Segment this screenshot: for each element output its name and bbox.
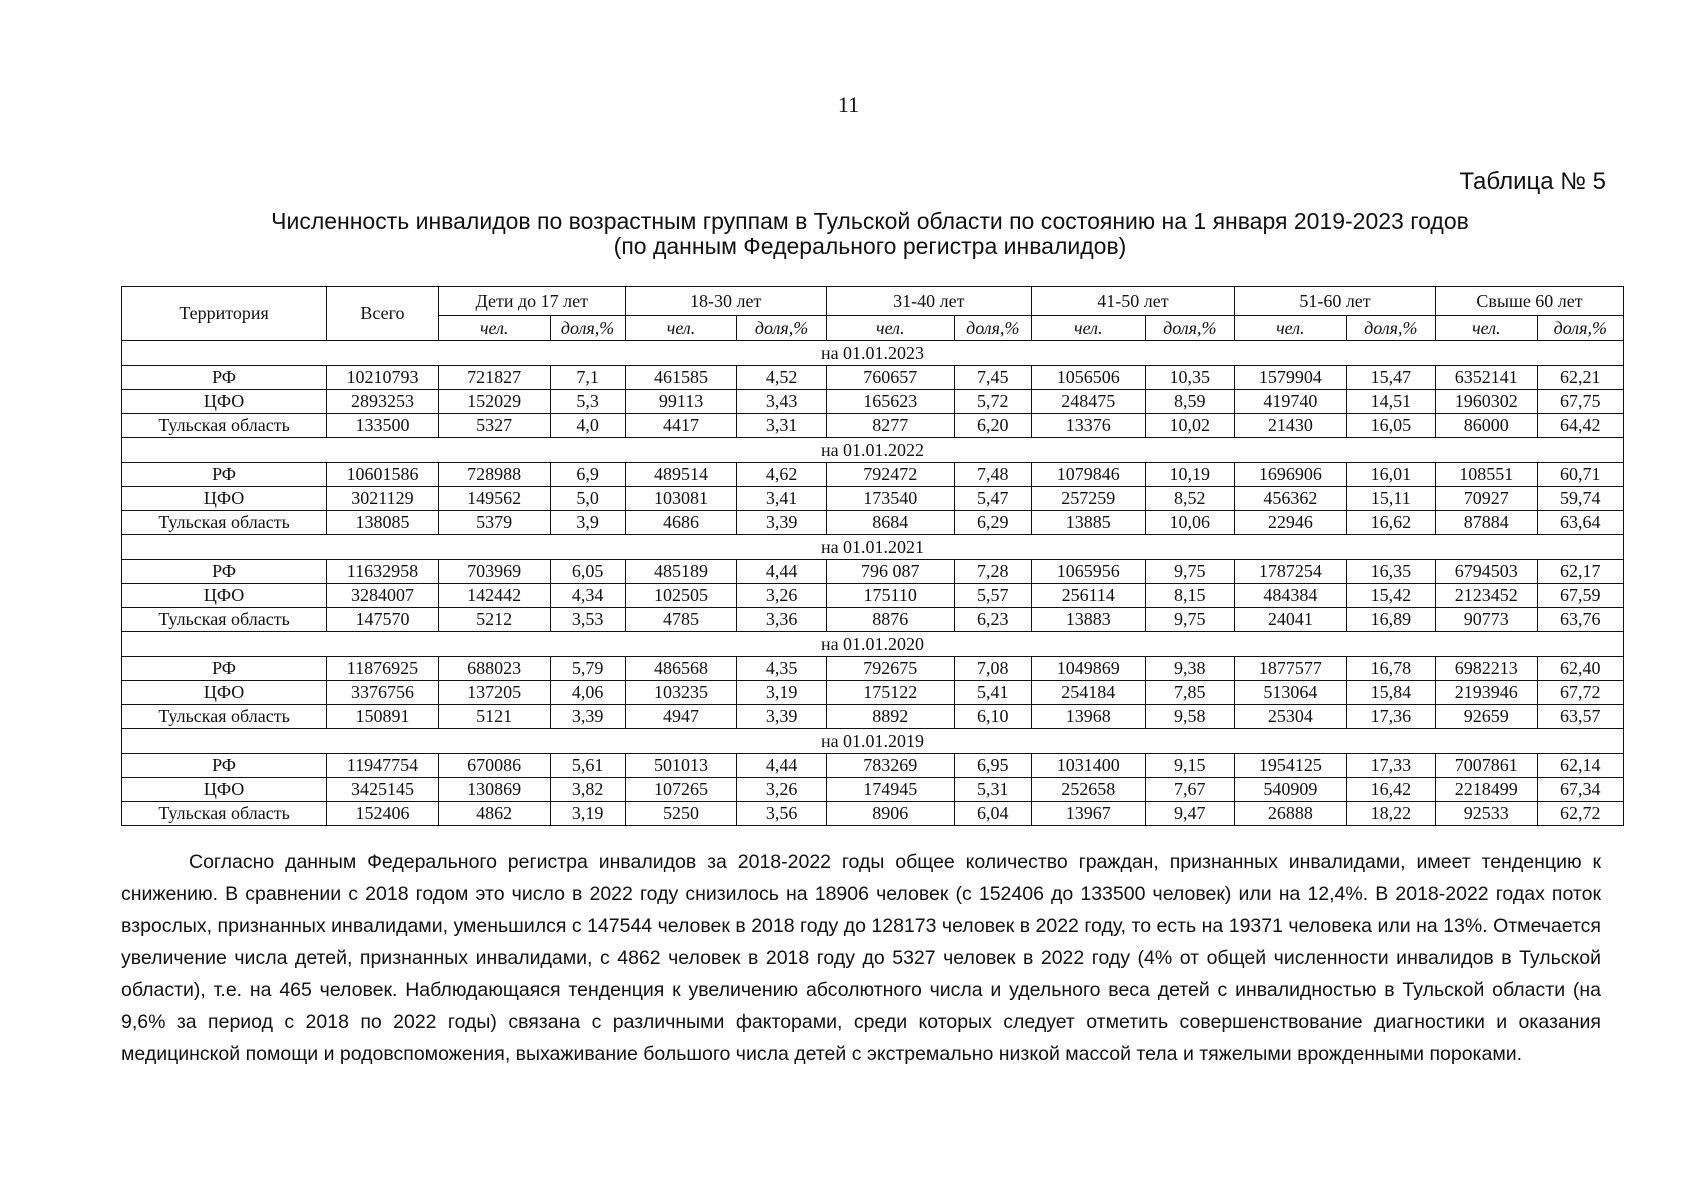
value-cell: 60,71 bbox=[1537, 463, 1623, 487]
value-cell: 13968 bbox=[1031, 705, 1145, 729]
table-title-line-1: Численность инвалидов по возрастным группам в Тульской области по состоянию на 1 января 2019-2023 годов bbox=[271, 208, 1469, 234]
value-cell: 8684 bbox=[826, 511, 954, 535]
header-group: Свыше 60 лет bbox=[1436, 287, 1624, 316]
value-cell: 3,53 bbox=[550, 608, 625, 632]
subheader-count: чел. bbox=[1031, 316, 1145, 341]
value-cell: 67,34 bbox=[1537, 778, 1623, 802]
value-cell: 63,64 bbox=[1537, 511, 1623, 535]
value-cell: 138085 bbox=[327, 511, 439, 535]
value-cell: 5,47 bbox=[954, 487, 1031, 511]
value-cell: 4,44 bbox=[737, 560, 826, 584]
value-cell: 1787254 bbox=[1234, 560, 1346, 584]
value-cell: 1049869 bbox=[1031, 657, 1145, 681]
value-cell: 4,35 bbox=[737, 657, 826, 681]
value-cell: 17,33 bbox=[1346, 754, 1435, 778]
value-cell: 3,41 bbox=[737, 487, 826, 511]
value-cell: 4686 bbox=[625, 511, 737, 535]
value-cell: 1877577 bbox=[1234, 657, 1346, 681]
value-cell: 4,52 bbox=[737, 366, 826, 390]
value-cell: 2893253 bbox=[327, 390, 439, 414]
value-cell: 62,14 bbox=[1537, 754, 1623, 778]
value-cell: 6,23 bbox=[954, 608, 1031, 632]
value-cell: 2218499 bbox=[1436, 778, 1538, 802]
value-cell: 796 087 bbox=[826, 560, 954, 584]
value-cell: 4,34 bbox=[550, 584, 625, 608]
table-row bbox=[122, 681, 1624, 705]
header-group: 51-60 лет bbox=[1234, 287, 1435, 316]
value-cell: 102505 bbox=[625, 584, 737, 608]
value-cell: 130869 bbox=[438, 778, 550, 802]
value-cell: 173540 bbox=[826, 487, 954, 511]
value-cell: 3,39 bbox=[737, 511, 826, 535]
value-cell: 4,06 bbox=[550, 681, 625, 705]
value-cell: 99113 bbox=[625, 390, 737, 414]
header-group: 31-40 лет bbox=[826, 287, 1031, 316]
value-cell: 9,75 bbox=[1145, 608, 1234, 632]
subheader-share: доля,% bbox=[737, 316, 826, 341]
value-cell: 3,31 bbox=[737, 414, 826, 438]
value-cell: 8906 bbox=[826, 802, 954, 826]
value-cell: 16,05 bbox=[1346, 414, 1435, 438]
value-cell: 62,40 bbox=[1537, 657, 1623, 681]
value-cell: 9,38 bbox=[1145, 657, 1234, 681]
value-cell: 3284007 bbox=[327, 584, 439, 608]
table-title bbox=[120, 209, 1620, 259]
header-group: Дети до 17 лет bbox=[438, 287, 625, 316]
value-cell: 248475 bbox=[1031, 390, 1145, 414]
value-cell: 67,59 bbox=[1537, 584, 1623, 608]
subheader-count: чел. bbox=[1436, 316, 1538, 341]
page-number: 11 bbox=[837, 92, 860, 117]
section-row bbox=[122, 535, 1624, 560]
value-cell: 728988 bbox=[438, 463, 550, 487]
value-cell: 5,0 bbox=[550, 487, 625, 511]
value-cell: 11632958 bbox=[327, 560, 439, 584]
table-row bbox=[122, 414, 1624, 438]
value-cell: 5327 bbox=[438, 414, 550, 438]
value-cell: 783269 bbox=[826, 754, 954, 778]
value-cell: 15,47 bbox=[1346, 366, 1435, 390]
value-cell: 3,82 bbox=[550, 778, 625, 802]
value-cell: 2123452 bbox=[1436, 584, 1538, 608]
section-row bbox=[122, 341, 1624, 366]
value-cell: 4862 bbox=[438, 802, 550, 826]
value-cell: 17,36 bbox=[1346, 705, 1435, 729]
value-cell: 3,26 bbox=[737, 778, 826, 802]
table-row bbox=[122, 705, 1624, 729]
section-date-label: на 01.01.2021 bbox=[122, 535, 1624, 560]
value-cell: 3021129 bbox=[327, 487, 439, 511]
territory-cell: РФ bbox=[122, 463, 327, 487]
value-cell: 1960302 bbox=[1436, 390, 1538, 414]
table-row bbox=[122, 511, 1624, 535]
value-cell: 513064 bbox=[1234, 681, 1346, 705]
section-row bbox=[122, 729, 1624, 754]
table-row bbox=[122, 366, 1624, 390]
header-group: 18-30 лет bbox=[625, 287, 826, 316]
value-cell: 22946 bbox=[1234, 511, 1346, 535]
value-cell: 63,76 bbox=[1537, 608, 1623, 632]
value-cell: 484384 bbox=[1234, 584, 1346, 608]
value-cell: 5,31 bbox=[954, 778, 1031, 802]
section-date-label: на 01.01.2023 bbox=[122, 341, 1624, 366]
territory-cell: ЦФО bbox=[122, 778, 327, 802]
value-cell: 3425145 bbox=[327, 778, 439, 802]
value-cell: 13883 bbox=[1031, 608, 1145, 632]
value-cell: 703969 bbox=[438, 560, 550, 584]
value-cell: 792675 bbox=[826, 657, 954, 681]
territory-cell: РФ bbox=[122, 560, 327, 584]
value-cell: 10601586 bbox=[327, 463, 439, 487]
value-cell: 67,72 bbox=[1537, 681, 1623, 705]
value-cell: 10,06 bbox=[1145, 511, 1234, 535]
value-cell: 3,9 bbox=[550, 511, 625, 535]
value-cell: 15,11 bbox=[1346, 487, 1435, 511]
value-cell: 7,48 bbox=[954, 463, 1031, 487]
territory-cell: Тульская область bbox=[122, 511, 327, 535]
value-cell: 13885 bbox=[1031, 511, 1145, 535]
value-cell: 62,72 bbox=[1537, 802, 1623, 826]
subheader-share: доля,% bbox=[1346, 316, 1435, 341]
value-cell: 1079846 bbox=[1031, 463, 1145, 487]
header-group: 41-50 лет bbox=[1031, 287, 1234, 316]
value-cell: 150891 bbox=[327, 705, 439, 729]
territory-cell: РФ bbox=[122, 657, 327, 681]
value-cell: 5,72 bbox=[954, 390, 1031, 414]
value-cell: 63,57 bbox=[1537, 705, 1623, 729]
value-cell: 86000 bbox=[1436, 414, 1538, 438]
value-cell: 6352141 bbox=[1436, 366, 1538, 390]
value-cell: 21430 bbox=[1234, 414, 1346, 438]
table-row bbox=[122, 802, 1624, 826]
value-cell: 133500 bbox=[327, 414, 439, 438]
value-cell: 175122 bbox=[826, 681, 954, 705]
value-cell: 64,42 bbox=[1537, 414, 1623, 438]
value-cell: 485189 bbox=[625, 560, 737, 584]
value-cell: 13376 bbox=[1031, 414, 1145, 438]
territory-cell: ЦФО bbox=[122, 584, 327, 608]
value-cell: 8,52 bbox=[1145, 487, 1234, 511]
territory-cell: РФ bbox=[122, 366, 327, 390]
table-row bbox=[122, 584, 1624, 608]
value-cell: 7007861 bbox=[1436, 754, 1538, 778]
value-cell: 4785 bbox=[625, 608, 737, 632]
value-cell: 792472 bbox=[826, 463, 954, 487]
value-cell: 15,42 bbox=[1346, 584, 1435, 608]
value-cell: 8892 bbox=[826, 705, 954, 729]
territory-cell: ЦФО bbox=[122, 487, 327, 511]
value-cell: 5,79 bbox=[550, 657, 625, 681]
value-cell: 174945 bbox=[826, 778, 954, 802]
value-cell: 5212 bbox=[438, 608, 550, 632]
subheader-share: доля,% bbox=[550, 316, 625, 341]
value-cell: 87884 bbox=[1436, 511, 1538, 535]
value-cell: 1954125 bbox=[1234, 754, 1346, 778]
value-cell: 721827 bbox=[438, 366, 550, 390]
value-cell: 540909 bbox=[1234, 778, 1346, 802]
value-cell: 6,10 bbox=[954, 705, 1031, 729]
value-cell: 3,56 bbox=[737, 802, 826, 826]
table-row bbox=[122, 463, 1624, 487]
value-cell: 10210793 bbox=[327, 366, 439, 390]
value-cell: 11876925 bbox=[327, 657, 439, 681]
value-cell: 62,21 bbox=[1537, 366, 1623, 390]
value-cell: 3,39 bbox=[550, 705, 625, 729]
value-cell: 107265 bbox=[625, 778, 737, 802]
value-cell: 137205 bbox=[438, 681, 550, 705]
table-title-line-2: (по данным Федерального регистра инвалидов) bbox=[613, 233, 1127, 259]
body-paragraph: Согласно данным Федерального регистра инвалидов за 2018-2022 годы общее количество граждан, признанных инвалидами, имеет тенденцию к снижению. В сравнении с 2018 годом это число в 2022 году снизилось на 18906 человек (с 152406 до 133500 человек) или на 12,4%. В 2018-2022 годах поток взрослых, признанных инвалидами, уменьшился с 147544 человек в 2018 году до 128173 человек в 2022 году, то есть на 19371 человека или на 13%. Отмечается увеличение числа детей, признанных инвалидами, с 4862 человек в 2018 году до 5327 человек в 2022 году (4% от общей численности инвалидов в Тульской области), т.е. на 465 человек. Наблюдающаяся тенденция к увеличению абсолютного числа и удельного веса детей с инвалидностью в Тульской области (на 9,6% за период с 2018 по 2022 годы) связана с различными факторами, среди которых следует отметить совершенствование диагностики и оказания медицинской помощи и родовспоможения, выхаживание большого числа детей с экстремально низкой массой тела и тяжелыми врожденными пороками. bbox=[121, 851, 1601, 1065]
disability-table bbox=[121, 286, 1624, 826]
value-cell: 103081 bbox=[625, 487, 737, 511]
value-cell: 3,39 bbox=[737, 705, 826, 729]
value-cell: 489514 bbox=[625, 463, 737, 487]
value-cell: 1696906 bbox=[1234, 463, 1346, 487]
value-cell: 5,57 bbox=[954, 584, 1031, 608]
value-cell: 461585 bbox=[625, 366, 737, 390]
table-row bbox=[122, 560, 1624, 584]
value-cell: 7,45 bbox=[954, 366, 1031, 390]
value-cell: 152406 bbox=[327, 802, 439, 826]
value-cell: 16,42 bbox=[1346, 778, 1435, 802]
value-cell: 4,62 bbox=[737, 463, 826, 487]
value-cell: 3,43 bbox=[737, 390, 826, 414]
table-row bbox=[122, 608, 1624, 632]
value-cell: 6,20 bbox=[954, 414, 1031, 438]
section-row bbox=[122, 438, 1624, 463]
value-cell: 3,19 bbox=[550, 802, 625, 826]
value-cell: 92659 bbox=[1436, 705, 1538, 729]
header-territory: Территория bbox=[122, 287, 327, 341]
territory-cell: Тульская область bbox=[122, 705, 327, 729]
value-cell: 10,02 bbox=[1145, 414, 1234, 438]
value-cell: 486568 bbox=[625, 657, 737, 681]
value-cell: 252658 bbox=[1031, 778, 1145, 802]
value-cell: 92533 bbox=[1436, 802, 1538, 826]
value-cell: 1056506 bbox=[1031, 366, 1145, 390]
value-cell: 6,04 bbox=[954, 802, 1031, 826]
value-cell: 419740 bbox=[1234, 390, 1346, 414]
value-cell: 8876 bbox=[826, 608, 954, 632]
value-cell: 16,35 bbox=[1346, 560, 1435, 584]
value-cell: 8,15 bbox=[1145, 584, 1234, 608]
value-cell: 26888 bbox=[1234, 802, 1346, 826]
value-cell: 9,47 bbox=[1145, 802, 1234, 826]
value-cell: 5379 bbox=[438, 511, 550, 535]
value-cell: 70927 bbox=[1436, 487, 1538, 511]
value-cell: 152029 bbox=[438, 390, 550, 414]
table-row bbox=[122, 778, 1624, 802]
subheader-count: чел. bbox=[1234, 316, 1346, 341]
value-cell: 6,05 bbox=[550, 560, 625, 584]
value-cell: 9,75 bbox=[1145, 560, 1234, 584]
value-cell: 108551 bbox=[1436, 463, 1538, 487]
section-date-label: на 01.01.2022 bbox=[122, 438, 1624, 463]
value-cell: 165623 bbox=[826, 390, 954, 414]
value-cell: 3,19 bbox=[737, 681, 826, 705]
value-cell: 7,08 bbox=[954, 657, 1031, 681]
subheader-count: чел. bbox=[826, 316, 954, 341]
value-cell: 5,41 bbox=[954, 681, 1031, 705]
value-cell: 5,3 bbox=[550, 390, 625, 414]
value-cell: 10,35 bbox=[1145, 366, 1234, 390]
value-cell: 59,74 bbox=[1537, 487, 1623, 511]
value-cell: 10,19 bbox=[1145, 463, 1234, 487]
value-cell: 7,1 bbox=[550, 366, 625, 390]
value-cell: 149562 bbox=[438, 487, 550, 511]
territory-cell: Тульская область bbox=[122, 414, 327, 438]
value-cell: 4,44 bbox=[737, 754, 826, 778]
value-cell: 103235 bbox=[625, 681, 737, 705]
subheader-share: доля,% bbox=[1537, 316, 1623, 341]
value-cell: 7,28 bbox=[954, 560, 1031, 584]
value-cell: 147570 bbox=[327, 608, 439, 632]
value-cell: 15,84 bbox=[1346, 681, 1435, 705]
value-cell: 6982213 bbox=[1436, 657, 1538, 681]
section-date-label: на 01.01.2020 bbox=[122, 632, 1624, 657]
value-cell: 1031400 bbox=[1031, 754, 1145, 778]
value-cell: 501013 bbox=[625, 754, 737, 778]
value-cell: 90773 bbox=[1436, 608, 1538, 632]
territory-cell: ЦФО bbox=[122, 390, 327, 414]
value-cell: 18,22 bbox=[1346, 802, 1435, 826]
value-cell: 2193946 bbox=[1436, 681, 1538, 705]
value-cell: 7,67 bbox=[1145, 778, 1234, 802]
value-cell: 25304 bbox=[1234, 705, 1346, 729]
value-cell: 8277 bbox=[826, 414, 954, 438]
value-cell: 688023 bbox=[438, 657, 550, 681]
territory-cell: Тульская область bbox=[122, 608, 327, 632]
value-cell: 3376756 bbox=[327, 681, 439, 705]
value-cell: 4,0 bbox=[550, 414, 625, 438]
value-cell: 16,78 bbox=[1346, 657, 1435, 681]
table-row bbox=[122, 487, 1624, 511]
value-cell: 5,61 bbox=[550, 754, 625, 778]
value-cell: 3,26 bbox=[737, 584, 826, 608]
subheader-count: чел. bbox=[438, 316, 550, 341]
table-row bbox=[122, 390, 1624, 414]
section-row bbox=[122, 632, 1624, 657]
value-cell: 8,59 bbox=[1145, 390, 1234, 414]
value-cell: 1579904 bbox=[1234, 366, 1346, 390]
header-total: Всего bbox=[327, 287, 439, 341]
value-cell: 175110 bbox=[826, 584, 954, 608]
table-label: Таблица № 5 bbox=[1459, 168, 1606, 195]
value-cell: 670086 bbox=[438, 754, 550, 778]
value-cell: 67,75 bbox=[1537, 390, 1623, 414]
value-cell: 11947754 bbox=[327, 754, 439, 778]
value-cell: 6794503 bbox=[1436, 560, 1538, 584]
value-cell: 3,36 bbox=[737, 608, 826, 632]
table-body bbox=[122, 341, 1624, 826]
subheader-count: чел. bbox=[625, 316, 737, 341]
value-cell: 24041 bbox=[1234, 608, 1346, 632]
value-cell: 14,51 bbox=[1346, 390, 1435, 414]
section-date-label: на 01.01.2019 bbox=[122, 729, 1624, 754]
table-row bbox=[122, 754, 1624, 778]
territory-cell: Тульская область bbox=[122, 802, 327, 826]
value-cell: 1065956 bbox=[1031, 560, 1145, 584]
value-cell: 16,62 bbox=[1346, 511, 1435, 535]
value-cell: 760657 bbox=[826, 366, 954, 390]
value-cell: 254184 bbox=[1031, 681, 1145, 705]
value-cell: 456362 bbox=[1234, 487, 1346, 511]
value-cell: 5250 bbox=[625, 802, 737, 826]
subheader-share: доля,% bbox=[1145, 316, 1234, 341]
value-cell: 6,29 bbox=[954, 511, 1031, 535]
territory-cell: ЦФО bbox=[122, 681, 327, 705]
table-row bbox=[122, 657, 1624, 681]
value-cell: 13967 bbox=[1031, 802, 1145, 826]
value-cell: 4947 bbox=[625, 705, 737, 729]
value-cell: 256114 bbox=[1031, 584, 1145, 608]
value-cell: 7,85 bbox=[1145, 681, 1234, 705]
value-cell: 257259 bbox=[1031, 487, 1145, 511]
value-cell: 62,17 bbox=[1537, 560, 1623, 584]
subheader-share: доля,% bbox=[954, 316, 1031, 341]
value-cell: 9,15 bbox=[1145, 754, 1234, 778]
territory-cell: РФ bbox=[122, 754, 327, 778]
value-cell: 4417 bbox=[625, 414, 737, 438]
value-cell: 6,95 bbox=[954, 754, 1031, 778]
value-cell: 6,9 bbox=[550, 463, 625, 487]
value-cell: 9,58 bbox=[1145, 705, 1234, 729]
value-cell: 16,01 bbox=[1346, 463, 1435, 487]
value-cell: 5121 bbox=[438, 705, 550, 729]
value-cell: 142442 bbox=[438, 584, 550, 608]
value-cell: 16,89 bbox=[1346, 608, 1435, 632]
